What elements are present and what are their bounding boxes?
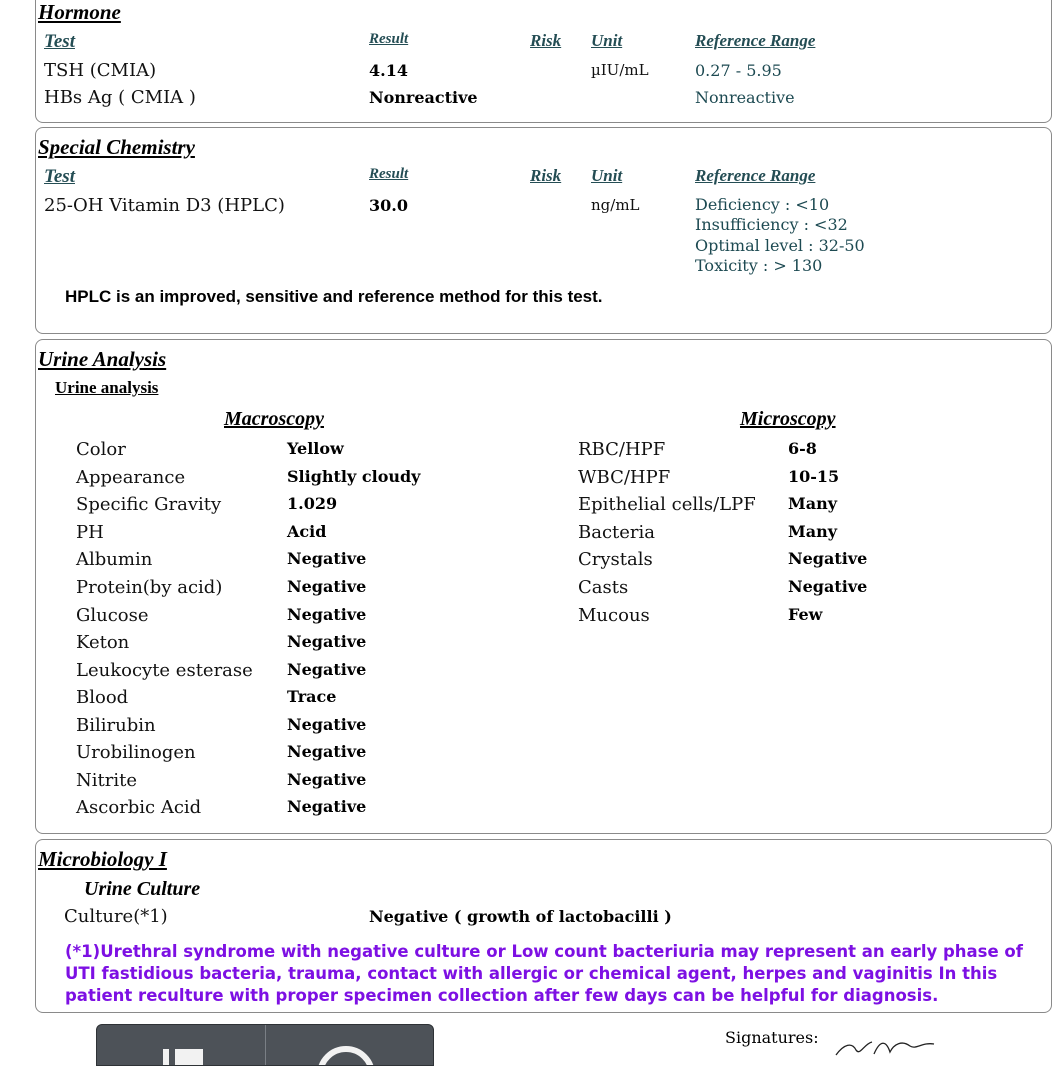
macro-value: Negative: [287, 605, 367, 624]
microscopy-title: Microscopy: [740, 408, 836, 430]
macro-value: Negative: [287, 742, 367, 761]
hormone-result-tsh: 4.14: [369, 61, 408, 80]
hormone-test-hbsag: HBs Ag ( CMIA ): [44, 87, 196, 108]
micro-value: 10-15: [788, 467, 840, 486]
special-result-vitd: 30.0: [369, 196, 408, 215]
microbio-title: Microbiology I: [38, 847, 167, 871]
urine-subtitle: Urine analysis: [55, 378, 159, 397]
micro-name: Bacteria: [578, 522, 656, 543]
micro-value: Many: [788, 522, 838, 541]
macro-name: Blood: [76, 687, 129, 708]
culture-test: Culture(*1): [64, 906, 168, 927]
macro-name: Appearance: [76, 467, 186, 488]
hormone-header-unit: Unit: [591, 31, 623, 50]
macro-name: Keton: [76, 632, 130, 653]
macro-value: Negative: [287, 632, 367, 651]
hormone-test-tsh: TSH (CMIA): [44, 60, 157, 81]
culture-note-line-3: patient reculture with proper specimen collection after few days can be helpful for diagnosis.: [65, 986, 939, 1005]
micro-value: Few: [788, 605, 823, 624]
micro-value: 6-8: [788, 439, 817, 458]
macro-name: Specific Gravity: [76, 494, 222, 515]
macro-value: Trace: [287, 687, 337, 706]
macroscopy-title: Macroscopy: [224, 408, 324, 430]
hormone-title: Hormone: [38, 0, 121, 24]
special-note: HPLC is an improved, sensitive and reference method for this test.: [65, 287, 603, 306]
special-unit-vitd: ng/mL: [591, 196, 640, 214]
hormone-ref-tsh: 0.27 - 5.95: [695, 61, 782, 80]
signature-image: [830, 1038, 950, 1057]
culture-note-line-1: (*1)Urethral syndrome with negative culture or Low count bacteriuria may represent an early phase of: [65, 942, 1023, 961]
culture-subtitle: Urine Culture: [84, 878, 201, 900]
macro-name: Bilirubin: [76, 715, 156, 736]
macro-name: Albumin: [76, 549, 153, 570]
culture-note-line-2: UTI fastidious bacteria, trauma, contact with allergic or chemical agent, herpes and vaginitis In this: [65, 964, 998, 983]
toolbar-button-left[interactable]: [97, 1025, 265, 1065]
macro-value: Yellow: [287, 439, 344, 458]
macro-name: Ascorbic Acid: [76, 797, 202, 818]
macro-name: Color: [76, 439, 126, 460]
hormone-result-hbsag: Nonreactive: [369, 88, 478, 107]
micro-name: Casts: [578, 577, 629, 598]
special-header-risk: Risk: [530, 166, 562, 185]
hormone-header-test: Test: [44, 31, 75, 52]
macro-value: Negative: [287, 549, 367, 568]
special-ref-line-2: Insufficiency : <32: [695, 215, 848, 234]
signatures-label: Signatures:: [725, 1028, 819, 1047]
macro-value: Negative: [287, 660, 367, 679]
macro-value: Negative: [287, 715, 367, 734]
macro-value: Slightly cloudy: [287, 467, 421, 486]
special-ref-line-1: Deficiency : <10: [695, 195, 830, 214]
culture-result: Negative ( growth of lactobacilli ): [369, 907, 672, 926]
special-header-ref: Reference Range: [695, 166, 816, 185]
hormone-ref-hbsag: Nonreactive: [695, 88, 795, 107]
special-ref-line-3: Optimal level : 32-50: [695, 236, 865, 255]
document-icon: [149, 1025, 209, 1065]
macro-name: PH: [76, 522, 104, 543]
viewer-toolbar: [96, 1024, 434, 1066]
macro-value: Negative: [287, 577, 367, 596]
special-header-test: Test: [44, 166, 75, 187]
special-header-result: Result: [369, 166, 409, 182]
special-header-unit: Unit: [591, 166, 623, 185]
hormone-header-risk: Risk: [530, 31, 562, 50]
macro-value: Negative: [287, 797, 367, 816]
toolbar-button-right[interactable]: [266, 1025, 433, 1065]
hormone-header-ref: Reference Range: [695, 31, 816, 50]
special-title: Special Chemistry: [38, 135, 195, 159]
hormone-header-result: Result: [369, 31, 409, 47]
special-ref-line-4: Toxicity : > 130: [695, 256, 823, 275]
micro-name: Epithelial cells/LPF: [578, 494, 756, 515]
macro-name: Urobilinogen: [76, 742, 196, 763]
macro-name: Nitrite: [76, 770, 137, 791]
hormone-unit-tsh: µIU/mL: [591, 61, 649, 79]
micro-name: Mucous: [578, 605, 650, 626]
micro-name: RBC/HPF: [578, 439, 666, 460]
micro-value: Negative: [788, 577, 868, 596]
macro-value: Negative: [287, 770, 367, 789]
macro-value: Acid: [287, 522, 327, 541]
urine-title: Urine Analysis: [38, 347, 167, 371]
micro-name: WBC/HPF: [578, 467, 671, 488]
micro-value: Many: [788, 494, 838, 513]
special-test-vitd: 25-OH Vitamin D3 (HPLC): [44, 195, 285, 216]
micro-value: Negative: [788, 549, 868, 568]
micro-name: Crystals: [578, 549, 653, 570]
macro-name: Protein(by acid): [76, 577, 223, 598]
macro-name: Glucose: [76, 605, 149, 626]
circle-icon: [306, 1025, 386, 1065]
macro-value: 1.029: [287, 494, 338, 513]
macro-name: Leukocyte esterase: [76, 660, 253, 681]
